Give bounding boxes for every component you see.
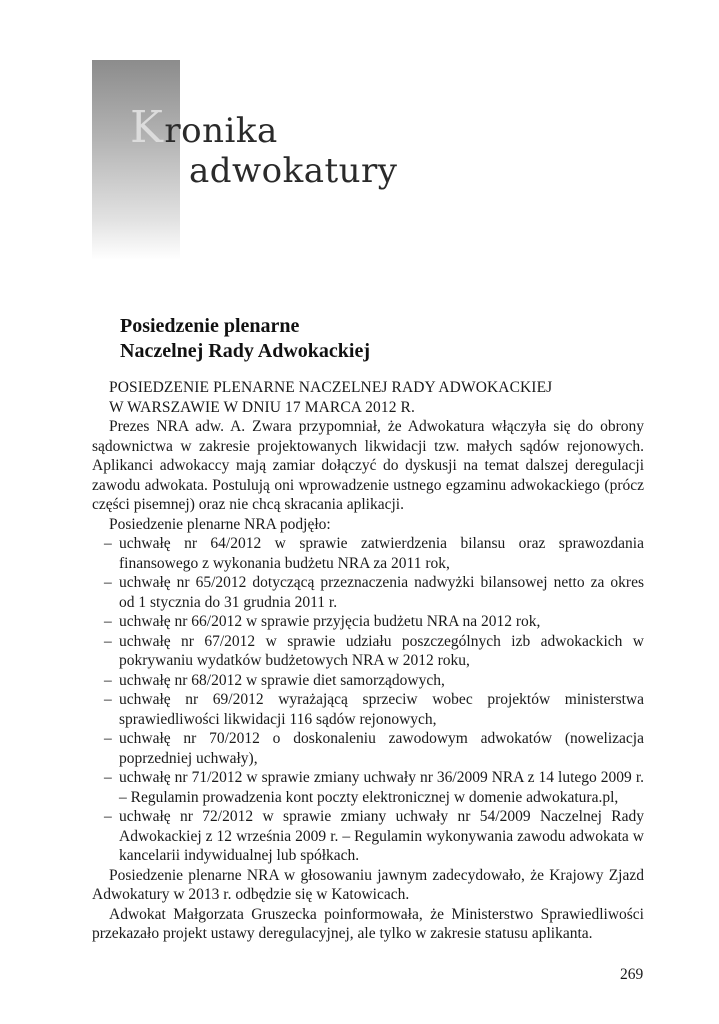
- paragraph: Prezes NRA adw. A. Zwara przypomniał, że Adwokatura włączyła się do obrony sądownictwa w zakresie projektowanych likwidacji tzw. małych sądów rejonowych. Aplikanci adwokaccy mają zamiar dołączyć do dyskusji na temat dalszej deregulacji zawodu adwokata. Postulują oni wprowadzenie ustnego egzaminu adwokackiego (prócz części pisemnej) oraz nie chcą skracania aplikacji.: [92, 418, 644, 513]
- article-title-line2: Naczelnej Rady Adwokackiej: [120, 340, 370, 362]
- list-item: – uchwałę nr 67/2012 w sprawie udziału poszczególnych izb adwokackich w pokrywaniu wydatków budżetowych NRA w 2012 roku,: [92, 632, 644, 671]
- article-heading-line1: POSIEDZENIE PLENARNE NACZELNEJ RADY ADWOKACKIEJ: [109, 379, 553, 396]
- list-item: – uchwałę nr 71/2012 w sprawie zmiany uchwały nr 36/2009 NRA z 14 lutego 2009 r. – Regulamin prowadzenia kont poczty elektronicznej w domenie adwokatura.pl,: [92, 768, 644, 807]
- list-item: – uchwałę nr 69/2012 wyrażającą sprzeciw wobec projektów ministerstwa sprawiedliwości likwidacji 116 sądów rejonowych,: [92, 690, 644, 729]
- article-heading-line2: W WARSZAWIE W DNIU 17 MARCA 2012 R.: [109, 398, 415, 416]
- paragraph: Posiedzenie plenarne NRA podjęło:: [109, 515, 331, 533]
- list-item: – uchwałę nr 70/2012 o doskonaleniu zawodowym adwokatów (nowelizacja poprzedniej uchwały),: [92, 729, 644, 768]
- paragraph: Posiedzenie plenarne NRA w głosowaniu jawnym zadecydowało, że Krajowy Zjazd Adwokatury w 2013 r. odbędzie się w Katowicach.: [92, 866, 644, 903]
- article-body: [92, 378, 644, 944]
- section-title-line2: adwokatury: [189, 151, 398, 191]
- section-title-initial: K: [130, 102, 164, 153]
- paragraph: Adwokat Małgorzata Gruszecka poinformowała, że Ministerstwo Sprawiedliwości przekazało projekt ustawy deregulacyjnej, ale tylko w zakresie statusu aplikanta.: [92, 905, 644, 942]
- article-heading: [92, 378, 644, 417]
- section-title-rest: ronika: [164, 111, 278, 151]
- article-title-line1: Posiedzenie plenarne: [120, 315, 300, 337]
- list-item: – uchwałę nr 66/2012 w sprawie przyjęcia budżetu NRA na 2012 rok,: [92, 612, 644, 632]
- resolutions-list: [92, 534, 644, 866]
- list-item: – uchwałę nr 64/2012 w sprawie zatwierdzenia bilansu oraz sprawozdania finansowego z wykonania budżetu NRA za 2011 rok,: [92, 534, 644, 573]
- section-title-line1: [130, 102, 398, 153]
- page-number: 269: [620, 966, 644, 983]
- list-item: – uchwałę nr 65/2012 dotyczącą przeznaczenia nadwyżki bilansowej netto za okres od 1 stycznia do 31 grudnia 2011 r.: [92, 573, 644, 612]
- article-title: [120, 314, 370, 364]
- section-title: [130, 102, 398, 191]
- list-item: – uchwałę nr 68/2012 w sprawie diet samorządowych,: [92, 671, 644, 691]
- list-item: – uchwałę nr 72/2012 w sprawie zmiany uchwały nr 54/2009 Naczelnej Rady Adwokackiej z 12 września 2009 r. – Regulamin wykonywania zawodu adwokata w kancelarii indywidualnej lub spółkach.: [92, 807, 644, 866]
